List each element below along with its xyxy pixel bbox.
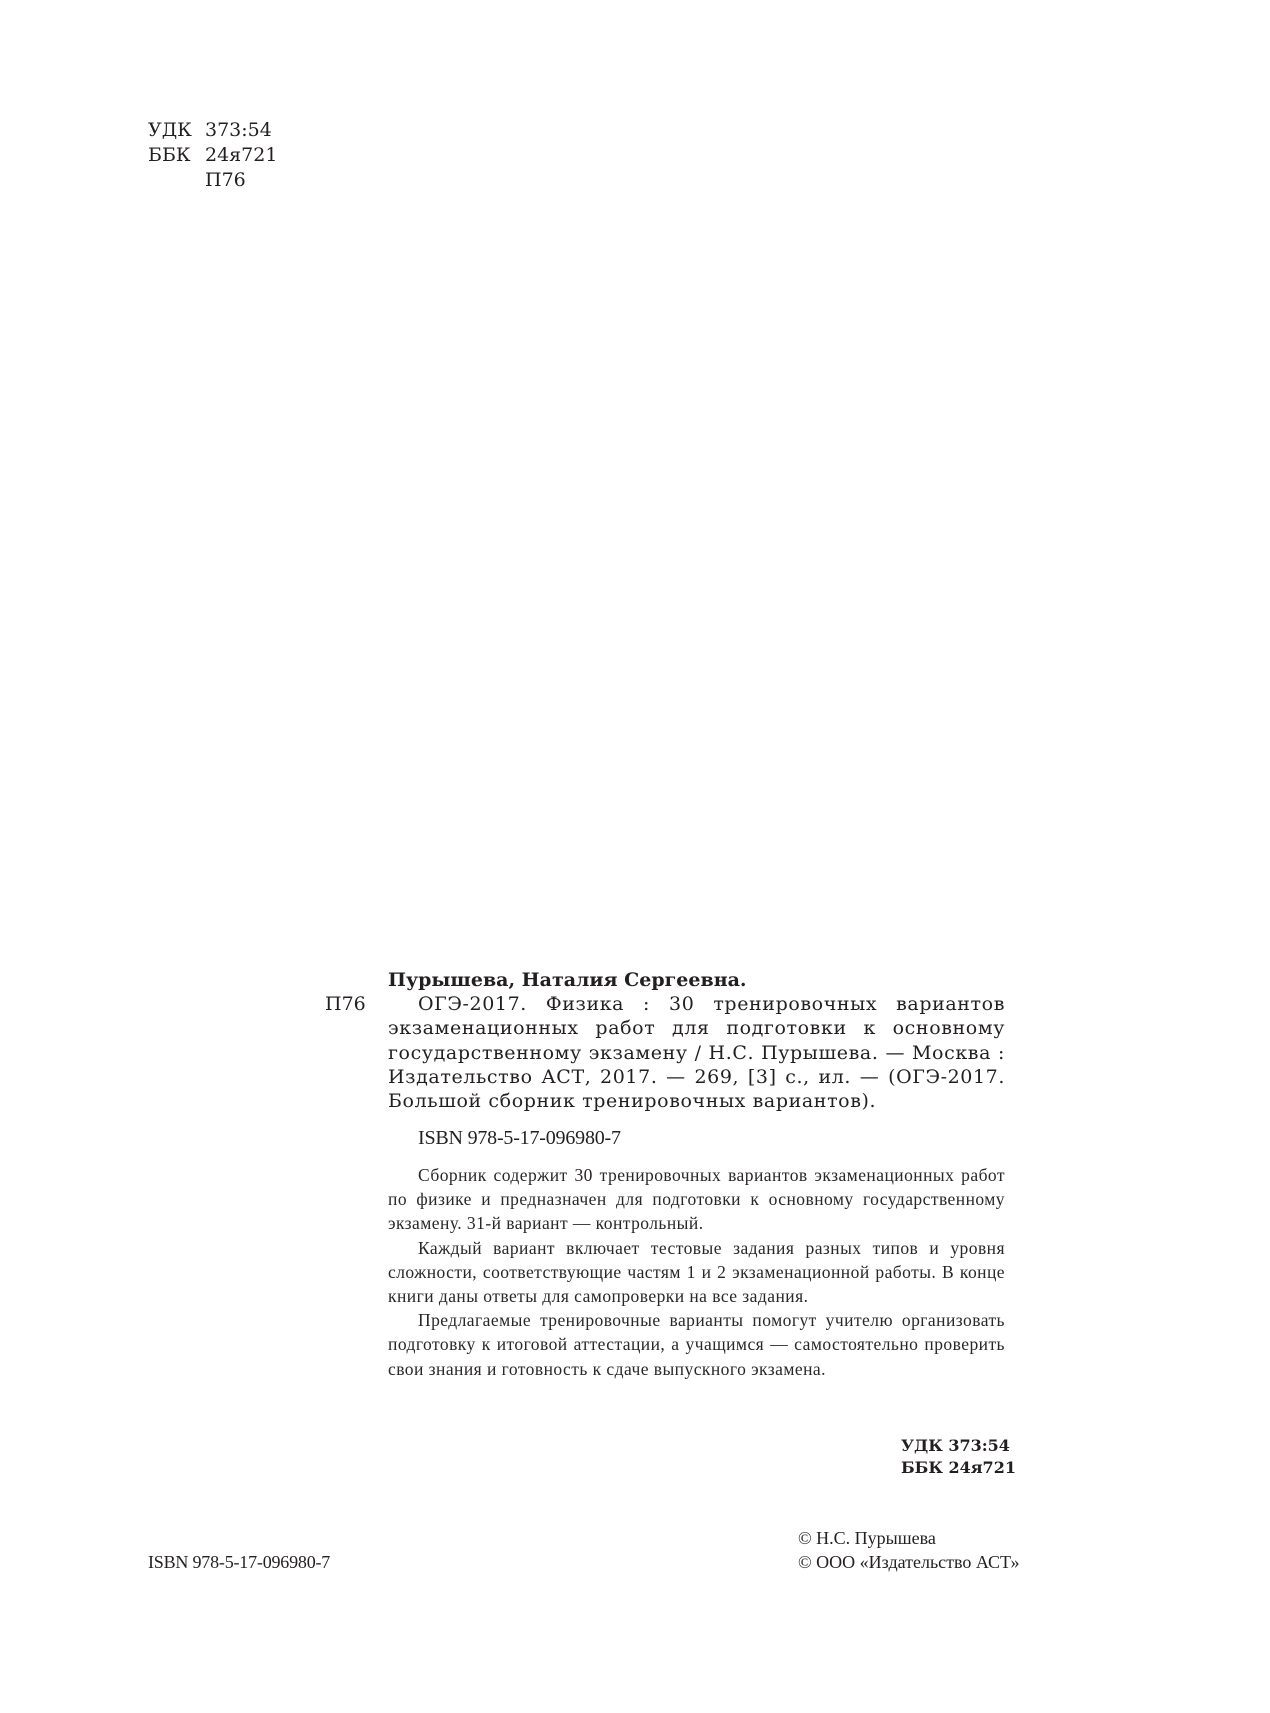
udk-value: 373:54	[205, 119, 272, 141]
footer-isbn: ISBN 978-5-17-096980-7	[148, 1552, 331, 1572]
author-heading: Пурышева, Наталия Сергеевна.	[388, 969, 747, 991]
copyright-publisher: © ООО «Издательство АСТ»	[798, 1552, 1020, 1572]
cutter-row	[148, 168, 277, 193]
annotation-paragraph: Предлагаемые тренировочные варианты помогут учителю организовать подготовку к итоговой аттестации, а учащимся — самостоятельно проверить свои знания и готовность к сдаче выпускного экзамена.	[388, 1310, 1005, 1379]
record-description: ОГЭ-2017. Физика : 30 тренировочных вариантов экзаменационных работ для подготовки к основному государственному экзамену / Н.С. Пурышева. — Москва : Издательство АСТ, 2017. — 269, [3] с., ил. — (ОГЭ-2017. Большой сборник тренировочных вариантов).	[388, 993, 1005, 1113]
bbk-code: ББК 24я721	[901, 1458, 1016, 1477]
record-cutter-code: П76	[325, 993, 366, 1015]
cutter-code: П76	[205, 169, 246, 191]
bbk-value: 24я721	[205, 144, 278, 166]
bbk-row	[148, 143, 277, 168]
copyright-block	[798, 1526, 1020, 1574]
udk-label: УДК	[148, 119, 192, 141]
bbk-label: ББК	[148, 144, 191, 166]
classification-block-top	[148, 118, 277, 193]
classification-block-bottom	[901, 1435, 1016, 1479]
annotation	[388, 1163, 1005, 1381]
udk-code: УДК 373:54	[901, 1436, 1010, 1455]
annotation-paragraph: Каждый вариант включает тестовые задания разных типов и уровня сложности, соответствующие частям 1 и 2 экзаменационной работы. В конце книги даны ответы для самопроверки на все задания.	[388, 1237, 1005, 1307]
udk-row	[148, 118, 277, 143]
annotation-paragraph: Сборник содержит 30 тренировочных вариантов экзаменационных работ по физике и предназначен для подготовки к основному государственному экзамену. 31-й вариант — контрольный.	[388, 1165, 1005, 1234]
record-isbn: ISBN 978-5-17-096980-7	[418, 1127, 621, 1149]
copyright-author: © Н.С. Пурышева	[798, 1528, 936, 1548]
